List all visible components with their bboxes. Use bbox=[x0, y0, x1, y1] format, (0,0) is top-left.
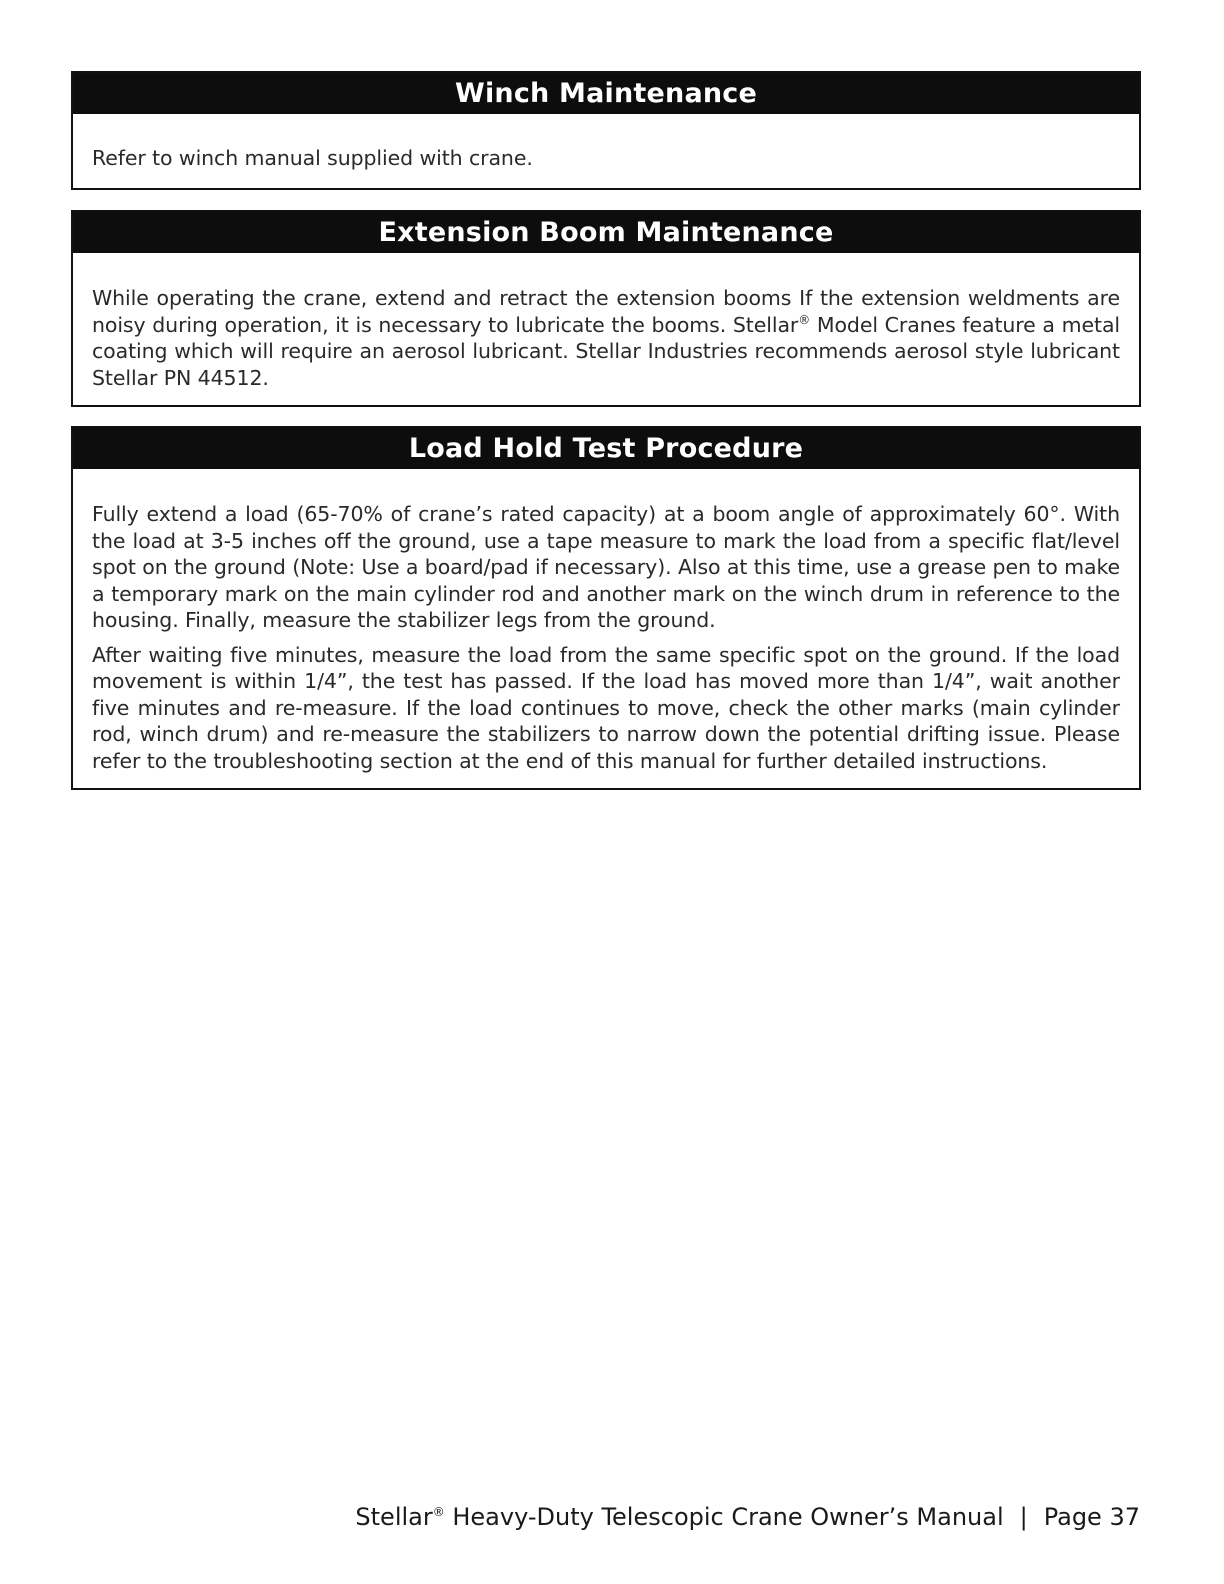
page-footer bbox=[355, 1503, 1140, 1531]
winch-maintenance-body bbox=[73, 114, 1139, 172]
registered-mark: ® bbox=[798, 312, 811, 327]
load-hold-test-paragraph-1: Fully extend a load (65-70% of crane’s rated capacity) at a boom angle of approximately 60°. With the load at 3-5 inches off the ground, use a tape measure to mark the load from a specific flat/level spot on the ground (Note: Use a board/pad if necessary). Also at this time, use a grease pen to make a temporary mark on the main cylinder rod and another mark on the winch drum in reference to the housing. Finally, measure the stabilizer legs from the ground. bbox=[92, 502, 1120, 632]
footer-brand: Stellar bbox=[355, 1503, 433, 1531]
winch-maintenance-heading: Winch Maintenance bbox=[73, 73, 1139, 114]
load-hold-test-paragraph-2: After waiting five minutes, measure the load from the same specific spot on the ground. If the load movement is within 1/4”, the test has passed. If the load has moved more than 1/4”, wait another five minutes and re-measure. If the load continues to move, check the other marks (main cylinder rod, winch drum) and re-measure the stabilizers to narrow down the potential drifting issue. Please refer to the troubleshooting section at the end of this manual for further detailed instructions. bbox=[92, 642, 1120, 773]
load-hold-test-section bbox=[71, 426, 1141, 790]
extension-boom-maintenance-body bbox=[73, 253, 1139, 391]
extension-boom-maintenance-section bbox=[71, 210, 1141, 407]
extension-boom-maintenance-text bbox=[92, 285, 1120, 391]
footer-separator: | bbox=[1019, 1503, 1028, 1531]
winch-maintenance-text: Refer to winch manual supplied with crane. bbox=[92, 146, 533, 170]
extension-boom-maintenance-heading: Extension Boom Maintenance bbox=[73, 212, 1139, 253]
load-hold-test-heading: Load Hold Test Procedure bbox=[73, 428, 1139, 469]
footer-registered-mark: ® bbox=[432, 1505, 445, 1519]
boom-text-part-2: Model Cranes feature a metal coating which will require an aerosol lubricant. Stellar Industries recommends aerosol style lubricant Stellar PN 44512. bbox=[92, 312, 1120, 390]
boom-text-part-1: While operating the crane, extend and retract the extension booms If the extension weldments are noisy during operation, it is necessary to lubricate the booms. Stellar bbox=[92, 286, 1120, 337]
footer-manual-title: Heavy-Duty Telescopic Crane Owner’s Manual bbox=[444, 1503, 1004, 1531]
load-hold-test-body bbox=[73, 469, 1139, 774]
page-number: Page 37 bbox=[1043, 1503, 1140, 1531]
winch-maintenance-section bbox=[71, 71, 1141, 190]
